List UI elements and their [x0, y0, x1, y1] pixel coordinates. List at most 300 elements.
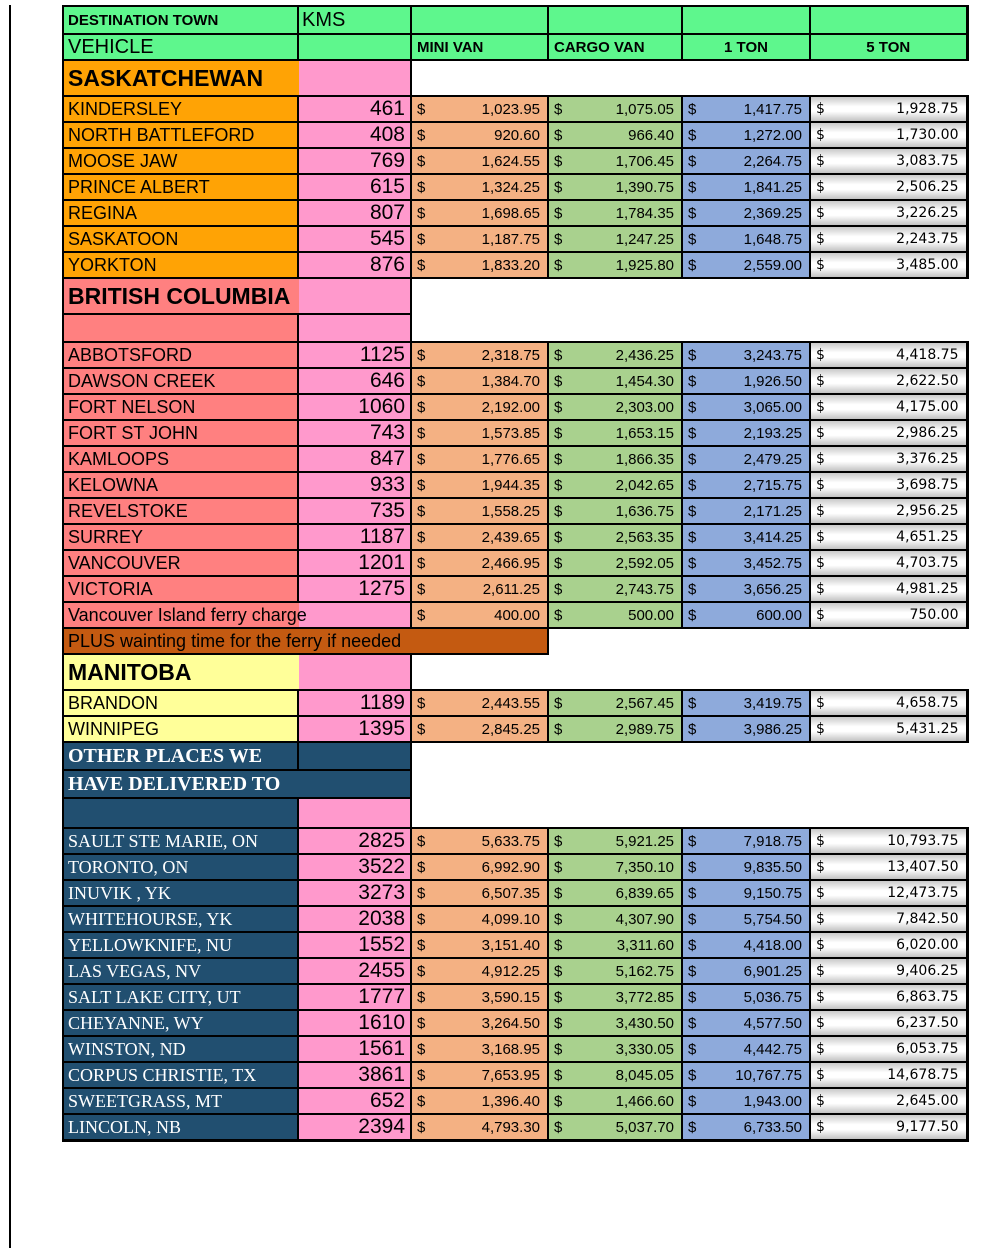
- cargovan-price-cell[interactable]: [548, 1114, 682, 1141]
- currency-symbol: $: [554, 502, 563, 520]
- cargovan-price-cell[interactable]: [548, 122, 682, 148]
- town-cell[interactable]: REVELSTOKE: [63, 498, 298, 524]
- cargovan-price-cell[interactable]: [548, 1036, 682, 1062]
- oneton-column-header[interactable]: 1 TON: [682, 34, 810, 60]
- cargovan-price-cell[interactable]: [548, 690, 682, 716]
- kms-cell[interactable]: 408: [298, 122, 411, 148]
- price-value: 2,443.55: [481, 694, 540, 712]
- price-value: 2,592.05: [615, 554, 674, 572]
- town-row: [63, 854, 967, 880]
- other-places-empty-cell[interactable]: [298, 742, 411, 770]
- fiveton-price-cell[interactable]: [810, 1088, 967, 1114]
- ferry-row: [63, 602, 967, 628]
- town-row: [63, 148, 967, 174]
- price-value: 1,730.00: [896, 127, 959, 143]
- oneton-price-cell[interactable]: [682, 498, 810, 524]
- oneton-price-cell[interactable]: [682, 1088, 810, 1114]
- cargovan-price-cell[interactable]: [548, 96, 682, 122]
- fiveton-price-cell[interactable]: [810, 252, 967, 278]
- town-row: [63, 828, 967, 854]
- minivan-price-cell[interactable]: [411, 472, 548, 498]
- fiveton-price-cell[interactable]: [810, 524, 967, 550]
- fiveton-price-cell[interactable]: [810, 854, 967, 880]
- section-row: [63, 278, 967, 314]
- fiveton-price-cell[interactable]: [810, 828, 967, 854]
- price-value: 3,226.25: [896, 205, 959, 221]
- cargovan-price-cell[interactable]: [548, 498, 682, 524]
- empty-gap-cell: [411, 278, 548, 314]
- town-row: [63, 394, 967, 420]
- kms-header[interactable]: KMS: [298, 6, 411, 34]
- minivan-price-cell[interactable]: [411, 420, 548, 446]
- minivan-price-cell[interactable]: [411, 342, 548, 368]
- currency-symbol: $: [816, 529, 825, 545]
- kms-cell[interactable]: 1187: [298, 524, 411, 550]
- town-cell[interactable]: KINDERSLEY: [63, 96, 298, 122]
- currency-symbol: $: [554, 936, 563, 954]
- oneton-price-cell[interactable]: [682, 690, 810, 716]
- minivan-price-cell[interactable]: [411, 690, 548, 716]
- price-value: 2,193.25: [743, 424, 802, 442]
- currency-symbol: $: [816, 1015, 825, 1031]
- empty-gap-cell: [810, 770, 967, 798]
- oneton-price-cell[interactable]: [682, 148, 810, 174]
- minivan-price-cell[interactable]: [411, 252, 548, 278]
- town-cell[interactable]: PRINCE ALBERT: [63, 174, 298, 200]
- currency-symbol: $: [554, 204, 563, 222]
- oneton-price-cell[interactable]: [682, 958, 810, 984]
- currency-symbol: $: [417, 1092, 426, 1110]
- other-places-text-cell[interactable]: OTHER PLACES WE: [63, 742, 298, 770]
- cargovan-price-cell[interactable]: [548, 252, 682, 278]
- town-row: [63, 880, 967, 906]
- town-cell[interactable]: LINCOLN, NB: [63, 1114, 298, 1141]
- minivan-price-cell[interactable]: [411, 880, 548, 906]
- town-cell[interactable]: FORT NELSON: [63, 394, 298, 420]
- town-cell[interactable]: WINNIPEG: [63, 716, 298, 742]
- minivan-price-cell[interactable]: [411, 368, 548, 394]
- cargovan-price-cell[interactable]: [548, 1088, 682, 1114]
- town-row: [63, 472, 967, 498]
- oneton-price-cell[interactable]: [682, 122, 810, 148]
- kms-cell[interactable]: 3522: [298, 854, 411, 880]
- kms-cell[interactable]: 1201: [298, 550, 411, 576]
- price-value: 400.00: [494, 606, 540, 624]
- empty-header-cell[interactable]: [548, 6, 682, 34]
- empty-gap-cell: [548, 278, 682, 314]
- blank-kms-cell[interactable]: [298, 798, 411, 828]
- town-cell[interactable]: MOOSE JAW: [63, 148, 298, 174]
- cargovan-price-cell[interactable]: [548, 226, 682, 252]
- town-cell[interactable]: SAULT STE MARIE, ON: [63, 828, 298, 854]
- price-value: 3,311.60: [616, 936, 674, 954]
- minivan-price-cell[interactable]: [411, 958, 548, 984]
- kms-cell[interactable]: 1125: [298, 342, 411, 368]
- town-cell[interactable]: SURREY: [63, 524, 298, 550]
- town-cell[interactable]: KELOWNA: [63, 472, 298, 498]
- oneton-price-cell[interactable]: [682, 716, 810, 742]
- price-value: 2,622.50: [896, 373, 959, 389]
- oneton-price-cell[interactable]: [682, 446, 810, 472]
- price-value: 1,624.55: [481, 152, 540, 170]
- cargovan-price-cell[interactable]: [548, 174, 682, 200]
- minivan-price-cell[interactable]: [411, 576, 548, 602]
- fiveton-price-cell[interactable]: [810, 394, 967, 420]
- fiveton-price-cell[interactable]: [810, 368, 967, 394]
- empty-gap-cell: [682, 770, 810, 798]
- oneton-price-cell[interactable]: [682, 854, 810, 880]
- minivan-price-cell[interactable]: [411, 148, 548, 174]
- currency-symbol: $: [816, 695, 825, 711]
- cargovan-price-cell[interactable]: [548, 524, 682, 550]
- minivan-price-cell[interactable]: [411, 524, 548, 550]
- ferry-charge-label-cell[interactable]: Vancouver Island ferry charge: [63, 602, 411, 628]
- oneton-price-cell[interactable]: [682, 394, 810, 420]
- price-value: 6,237.50: [896, 1015, 959, 1031]
- cargovan-price-cell[interactable]: [548, 958, 682, 984]
- cargovan-price-cell[interactable]: [548, 932, 682, 958]
- currency-symbol: $: [688, 720, 697, 738]
- fiveton-price-cell[interactable]: [810, 690, 967, 716]
- price-value: 3,590.15: [481, 988, 540, 1006]
- fiveton-price-cell[interactable]: [810, 716, 967, 742]
- oneton-price-cell[interactable]: [682, 602, 810, 628]
- price-value: 966.40: [628, 126, 674, 144]
- kms-cell[interactable]: 933: [298, 472, 411, 498]
- price-value: 2,845.25: [481, 720, 540, 738]
- currency-symbol: $: [554, 554, 563, 572]
- section-header-cell[interactable]: BRITISH COLUMBIA: [63, 278, 411, 314]
- price-value: 6,839.65: [615, 884, 674, 902]
- minivan-price-cell[interactable]: [411, 174, 548, 200]
- town-cell[interactable]: YELLOWKNIFE, NU: [63, 932, 298, 958]
- town-cell[interactable]: TORONTO, ON: [63, 854, 298, 880]
- currency-symbol: $: [417, 1066, 426, 1084]
- minivan-price-cell[interactable]: [411, 1114, 548, 1141]
- minivan-price-cell[interactable]: [411, 1036, 548, 1062]
- cargovan-price-cell[interactable]: [548, 148, 682, 174]
- oneton-price-cell[interactable]: [682, 226, 810, 252]
- cargovan-price-cell[interactable]: [548, 828, 682, 854]
- currency-symbol: $: [688, 1118, 697, 1136]
- bigtext-row: [63, 770, 967, 798]
- price-value: 5,037.70: [615, 1118, 674, 1136]
- fiveton-price-cell[interactable]: [810, 446, 967, 472]
- price-value: 2,042.65: [615, 476, 674, 494]
- oneton-price-cell[interactable]: [682, 576, 810, 602]
- kms-cell[interactable]: 1610: [298, 1010, 411, 1036]
- fiveton-price-cell[interactable]: [810, 906, 967, 932]
- kms-cell[interactable]: 652: [298, 1088, 411, 1114]
- town-cell[interactable]: VICTORIA: [63, 576, 298, 602]
- minivan-column-header[interactable]: MINI VAN: [411, 34, 548, 60]
- price-value: 4,577.50: [743, 1014, 802, 1032]
- fiveton-price-cell[interactable]: [810, 576, 967, 602]
- currency-symbol: $: [554, 100, 563, 118]
- price-value: 2,956.25: [896, 503, 959, 519]
- town-row: [63, 524, 967, 550]
- kms-cell[interactable]: 646: [298, 368, 411, 394]
- currency-symbol: $: [554, 910, 563, 928]
- blank-town-cell[interactable]: [63, 314, 298, 342]
- kms-cell[interactable]: 461: [298, 96, 411, 122]
- town-cell[interactable]: DAWSON CREEK: [63, 368, 298, 394]
- kms-cell[interactable]: 3861: [298, 1062, 411, 1088]
- currency-symbol: $: [417, 476, 426, 494]
- kms-cell[interactable]: 769: [298, 148, 411, 174]
- fiveton-price-cell[interactable]: [810, 958, 967, 984]
- blank-kms-cell[interactable]: [298, 314, 411, 342]
- town-row: [63, 550, 967, 576]
- town-cell[interactable]: INUVIK , YK: [63, 880, 298, 906]
- cargovan-price-cell[interactable]: [548, 550, 682, 576]
- currency-symbol: $: [417, 884, 426, 902]
- currency-symbol: $: [688, 884, 697, 902]
- oneton-price-cell[interactable]: [682, 880, 810, 906]
- kms-cell[interactable]: 1552: [298, 932, 411, 958]
- oneton-price-cell[interactable]: [682, 550, 810, 576]
- oneton-price-cell[interactable]: [682, 906, 810, 932]
- fiveton-price-cell[interactable]: [810, 602, 967, 628]
- cargovan-price-cell[interactable]: [548, 576, 682, 602]
- fiveton-price-cell[interactable]: [810, 932, 967, 958]
- currency-symbol: $: [417, 178, 426, 196]
- fiveton-price-cell[interactable]: [810, 550, 967, 576]
- minivan-price-cell[interactable]: [411, 446, 548, 472]
- empty-header-cell[interactable]: [682, 6, 810, 34]
- kms-cell[interactable]: 1777: [298, 984, 411, 1010]
- oneton-price-cell[interactable]: [682, 342, 810, 368]
- fiveton-price-cell[interactable]: [810, 1114, 967, 1141]
- price-value: 3,065.00: [743, 398, 802, 416]
- oneton-price-cell[interactable]: [682, 1036, 810, 1062]
- cargovan-price-cell[interactable]: [548, 1062, 682, 1088]
- minivan-price-cell[interactable]: [411, 1010, 548, 1036]
- blank-town-cell[interactable]: [63, 798, 298, 828]
- town-cell[interactable]: WHITEHOURSE, YK: [63, 906, 298, 932]
- price-value: 6,733.50: [743, 1118, 802, 1136]
- kms-cell[interactable]: 2038: [298, 906, 411, 932]
- fiveton-price-cell[interactable]: [810, 420, 967, 446]
- price-value: 3,485.00: [896, 257, 959, 273]
- fiveton-price-cell[interactable]: [810, 1010, 967, 1036]
- currency-symbol: $: [816, 833, 825, 849]
- oneton-price-cell[interactable]: [682, 472, 810, 498]
- fiveton-price-cell[interactable]: [810, 984, 967, 1010]
- minivan-price-cell[interactable]: [411, 984, 548, 1010]
- currency-symbol: $: [816, 885, 825, 901]
- price-value: 2,303.00: [615, 398, 674, 416]
- town-cell[interactable]: FORT ST JOHN: [63, 420, 298, 446]
- minivan-price-cell[interactable]: [411, 394, 548, 420]
- kms-cell[interactable]: 545: [298, 226, 411, 252]
- cargovan-price-cell[interactable]: [548, 602, 682, 628]
- minivan-price-cell[interactable]: [411, 200, 548, 226]
- fiveton-price-cell[interactable]: [810, 880, 967, 906]
- fiveton-price-cell[interactable]: [810, 342, 967, 368]
- empty-header-cell[interactable]: [411, 6, 548, 34]
- currency-symbol: $: [816, 179, 825, 195]
- town-cell[interactable]: VANCOUVER: [63, 550, 298, 576]
- cargovan-price-cell[interactable]: [548, 368, 682, 394]
- fiveton-price-cell[interactable]: [810, 174, 967, 200]
- cargovan-price-cell[interactable]: [548, 472, 682, 498]
- price-value: 1,784.35: [615, 204, 674, 222]
- minivan-price-cell[interactable]: [411, 906, 548, 932]
- kms-cell[interactable]: 3273: [298, 880, 411, 906]
- empty-header-cell[interactable]: [298, 34, 411, 60]
- town-cell[interactable]: CORPUS CHRISTIE, TX: [63, 1062, 298, 1088]
- currency-symbol: $: [688, 100, 697, 118]
- currency-symbol: $: [554, 606, 563, 624]
- town-cell[interactable]: ABBOTSFORD: [63, 342, 298, 368]
- cargovan-price-cell[interactable]: [548, 200, 682, 226]
- town-cell[interactable]: CHEYANNE, WY: [63, 1010, 298, 1036]
- ferry-waiting-note-cell[interactable]: PLUS wainting time for the ferry if needed: [63, 628, 548, 654]
- price-value: 7,653.95: [481, 1066, 540, 1084]
- cargovan-price-cell[interactable]: [548, 1010, 682, 1036]
- fiveton-price-cell[interactable]: [810, 96, 967, 122]
- price-value: 3,243.75: [743, 346, 802, 364]
- oneton-price-cell[interactable]: [682, 984, 810, 1010]
- cargovan-price-cell[interactable]: [548, 394, 682, 420]
- currency-symbol: $: [816, 425, 825, 441]
- minivan-price-cell[interactable]: [411, 498, 548, 524]
- oneton-price-cell[interactable]: [682, 932, 810, 958]
- kms-cell[interactable]: 735: [298, 498, 411, 524]
- fiveton-price-cell[interactable]: [810, 122, 967, 148]
- oneton-price-cell[interactable]: [682, 96, 810, 122]
- oneton-price-cell[interactable]: [682, 368, 810, 394]
- fiveton-price-cell[interactable]: [810, 1036, 967, 1062]
- kms-cell[interactable]: 1060: [298, 394, 411, 420]
- vehicle-header[interactable]: VEHICLE: [63, 34, 298, 60]
- town-cell[interactable]: WINSTON, ND: [63, 1036, 298, 1062]
- kms-cell[interactable]: 743: [298, 420, 411, 446]
- currency-symbol: $: [688, 962, 697, 980]
- cargovan-price-cell[interactable]: [548, 420, 682, 446]
- town-cell[interactable]: BRANDON: [63, 690, 298, 716]
- kms-cell[interactable]: 1561: [298, 1036, 411, 1062]
- town-cell[interactable]: KAMLOOPS: [63, 446, 298, 472]
- currency-symbol: $: [554, 424, 563, 442]
- cargovan-price-cell[interactable]: [548, 446, 682, 472]
- currency-symbol: $: [554, 528, 563, 546]
- currency-symbol: $: [816, 1093, 825, 1109]
- price-value: 5,754.50: [743, 910, 802, 928]
- oneton-price-cell[interactable]: [682, 252, 810, 278]
- kms-cell[interactable]: 2394: [298, 1114, 411, 1141]
- destination-town-header[interactable]: DESTINATION TOWN: [63, 6, 298, 34]
- kms-cell[interactable]: 1275: [298, 576, 411, 602]
- currency-symbol: $: [688, 936, 697, 954]
- kms-cell[interactable]: 876: [298, 252, 411, 278]
- minivan-price-cell[interactable]: [411, 854, 548, 880]
- town-cell[interactable]: YORKTON: [63, 252, 298, 278]
- price-value: 3,414.25: [743, 528, 802, 546]
- fiveton-price-cell[interactable]: [810, 498, 967, 524]
- currency-symbol: $: [417, 1118, 426, 1136]
- fiveton-price-cell[interactable]: [810, 472, 967, 498]
- oneton-price-cell[interactable]: [682, 1010, 810, 1036]
- oneton-price-cell[interactable]: [682, 524, 810, 550]
- kms-cell[interactable]: 1395: [298, 716, 411, 742]
- currency-symbol: $: [816, 503, 825, 519]
- town-cell[interactable]: NORTH BATTLEFORD: [63, 122, 298, 148]
- cargovan-price-cell[interactable]: [548, 984, 682, 1010]
- oneton-price-cell[interactable]: [682, 1062, 810, 1088]
- minivan-price-cell[interactable]: [411, 550, 548, 576]
- oneton-price-cell[interactable]: [682, 200, 810, 226]
- cargovan-price-cell[interactable]: [548, 906, 682, 932]
- fiveton-price-cell[interactable]: [810, 200, 967, 226]
- empty-header-cell[interactable]: [810, 6, 967, 34]
- kms-cell[interactable]: 1189: [298, 690, 411, 716]
- kms-cell[interactable]: 847: [298, 446, 411, 472]
- table-header: [63, 6, 967, 60]
- oneton-price-cell[interactable]: [682, 828, 810, 854]
- oneton-price-cell[interactable]: [682, 420, 810, 446]
- cargovan-price-cell[interactable]: [548, 342, 682, 368]
- price-value: 9,835.50: [743, 858, 802, 876]
- price-value: 4,912.25: [481, 962, 540, 980]
- section-header-cell[interactable]: SASKATCHEWAN: [63, 60, 411, 96]
- minivan-price-cell[interactable]: [411, 226, 548, 252]
- oneton-price-cell[interactable]: [682, 1114, 810, 1141]
- section-header-cell[interactable]: MANITOBA: [63, 654, 411, 690]
- town-cell[interactable]: SASKATOON: [63, 226, 298, 252]
- kms-cell[interactable]: 807: [298, 200, 411, 226]
- town-cell[interactable]: REGINA: [63, 200, 298, 226]
- price-value: 9,177.50: [896, 1119, 959, 1135]
- town-cell[interactable]: SWEETGRASS, MT: [63, 1088, 298, 1114]
- currency-symbol: $: [816, 555, 825, 571]
- currency-symbol: $: [688, 1092, 697, 1110]
- currency-symbol: $: [688, 554, 697, 572]
- minivan-price-cell[interactable]: [411, 828, 548, 854]
- kms-cell[interactable]: 2825: [298, 828, 411, 854]
- currency-symbol: $: [417, 398, 426, 416]
- other-places-text-cell[interactable]: HAVE DELIVERED TO: [63, 770, 411, 798]
- cargovan-price-cell[interactable]: [548, 880, 682, 906]
- minivan-price-cell[interactable]: [411, 122, 548, 148]
- empty-gap-cell: [548, 742, 682, 770]
- town-cell[interactable]: SALT LAKE CITY, UT: [63, 984, 298, 1010]
- cargovan-price-cell[interactable]: [548, 716, 682, 742]
- currency-symbol: $: [688, 178, 697, 196]
- fiveton-column-header[interactable]: 5 TON: [810, 34, 967, 60]
- currency-symbol: $: [554, 476, 563, 494]
- fiveton-price-cell[interactable]: [810, 148, 967, 174]
- currency-symbol: $: [816, 153, 825, 169]
- oneton-price-cell[interactable]: [682, 174, 810, 200]
- minivan-price-cell[interactable]: [411, 1088, 548, 1114]
- minivan-price-cell[interactable]: [411, 932, 548, 958]
- minivan-price-cell[interactable]: [411, 1062, 548, 1088]
- cargovan-column-header[interactable]: CARGO VAN: [548, 34, 682, 60]
- town-cell[interactable]: LAS VEGAS, NV: [63, 958, 298, 984]
- minivan-price-cell[interactable]: [411, 602, 548, 628]
- minivan-price-cell[interactable]: [411, 96, 548, 122]
- kms-cell[interactable]: 2455: [298, 958, 411, 984]
- fiveton-price-cell[interactable]: [810, 1062, 967, 1088]
- kms-cell[interactable]: 615: [298, 174, 411, 200]
- price-value: 4,418.75: [896, 347, 959, 363]
- currency-symbol: $: [816, 607, 825, 623]
- minivan-price-cell[interactable]: [411, 716, 548, 742]
- fiveton-price-cell[interactable]: [810, 226, 967, 252]
- cargovan-price-cell[interactable]: [548, 854, 682, 880]
